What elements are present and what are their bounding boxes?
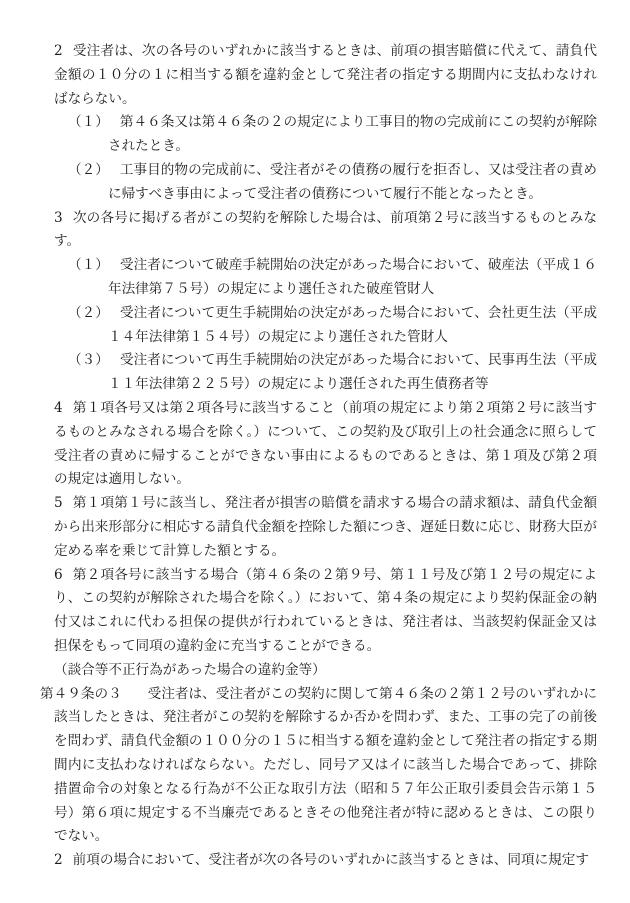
paragraph-6 [40,564,597,659]
paragraph-3 [40,207,597,255]
paragraph-3-subitem-2 [40,302,597,350]
paragraph-2-subitem-1 [40,111,597,159]
article-49-3-text: 受注者は、受注者がこの契約に関して第４６条の２第１２号のいずれかに該当したときは、発注者がこの契約を解除するか否かを問わず、また、工事の完了の前後を問わず、請負代金額の１００分の１５に相当する額を違約金として発注者の指定する期間内に支払わなければならない。ただし、同号ア又はイに該当した場合であって、排除措置命令の対象となる行為が不公正な取引方法（昭和５７年公正取引委員会告示第１５号）第６項に規定する不当廉売であるときその他発注者が特に認めるときは、この限りでない。 [54,685,598,845]
paragraph-5-text: 第１項第１号に該当し、発注者が損害の賠償を請求する場合の請求額は、請負代金額から出来形部分に相応する請負代金額を控除した額につき、遅延日数に応じ、財務大臣が定める率を乗じて計算した額とする。 [54,495,597,559]
paragraph-4 [40,397,597,492]
paragraph-5-number: 5 [54,495,63,512]
article-49-3-heading: （談合等不正行為があった場合の違約金等） [54,661,326,678]
paragraph-3-text: 次の各号に掲げる者がこの契約を解除した場合は、前項第２号に該当するものとみなす。 [54,209,597,250]
article-49-3 [40,683,597,850]
paragraph-2-text: 受注者は、次の各号のいずれかに該当するときは、前項の損害賠償に代えて、請負代金額の１０分の１に相当する額を違約金として発注者の指定する期間内に支払わなければならない。 [54,43,597,107]
paragraph-3-subitem-3 [40,349,597,397]
paragraph-2-subitem-2-text: 工事目的物の完成前に、受注者がその債務の履行を拒否し、又は受注者の責めに帰すべき事由によって受注者の債務について履行不能となったとき。 [108,161,598,202]
paragraph-3-subitem-3-text: 受注者について再生手続開始の決定があった場合において、民事再生法（平成１１年法律第２２５号）の規定により選任された再生債務者等 [108,352,597,393]
paragraph-3-subitem-2-number: （２） [68,304,109,321]
paragraph-4-number: 4 [54,399,63,416]
paragraph-3-subitem-1-number: （１） [68,257,109,274]
paragraph-2-subitem-2 [40,159,597,207]
paragraph-4-text: 第１項各号又は第２項各号に該当すること（前項の規定により第２項第２号に該当するものとみなされる場合を除く。）について、この契約及び取引上の社会通念に照らして受注者の責めに帰することができない事由によるものであるときは、第１項及び第２項の規定は適用しない。 [54,399,597,488]
paragraph-3-subitem-3-number: （３） [68,352,109,369]
paragraph-3-number: 3 [54,209,63,226]
paragraph-3-subitem-1 [40,254,597,302]
paragraph-6-text: 第２項各号に該当する場合（第４６条の２第９号、第１１号及び第１２号の規定により、この契約が解除された場合を除く。）において、第４条の規定により契約保証金の納付又はこれに代わる担保の提供が行われているときは、発注者は、当該契約保証金又は担保をもって同項の違約金に充当することができる。 [54,566,597,654]
article-49-3-paragraph-2-text: 前項の場合において、受注者が次の各号のいずれかに該当するときは、同項に規定す [72,852,589,869]
paragraph-2-number: 2 [54,43,63,59]
paragraph-3-subitem-1-text: 受注者について破産手続開始の決定があった場合において、破産法（平成１６年法律第７５号）の規定により選任された破産管財人 [108,257,597,297]
paragraph-6-number: 6 [54,566,63,583]
paragraph-2-subitem-1-text: 第４６条又は第４６条の２の規定により工事目的物の完成前にこの契約が解除されたとき。 [108,114,598,155]
paragraph-2-subitem-1-number: （１） [68,114,109,131]
paragraph-3-subitem-2-text: 受注者について更生手続開始の決定があった場合において、会社更生法（平成１４年法律第１５４号）の規定により選任された管財人 [108,304,597,345]
article-49-3-paragraph-2 [40,849,597,873]
paragraph-5 [40,492,597,563]
paragraph-2 [40,40,597,111]
article-49-3-number: 第４９条の３ [40,685,122,702]
article-49-3-paragraph-2-number: 2 [54,852,63,869]
paragraph-2-subitem-2-number: （２） [68,161,109,178]
